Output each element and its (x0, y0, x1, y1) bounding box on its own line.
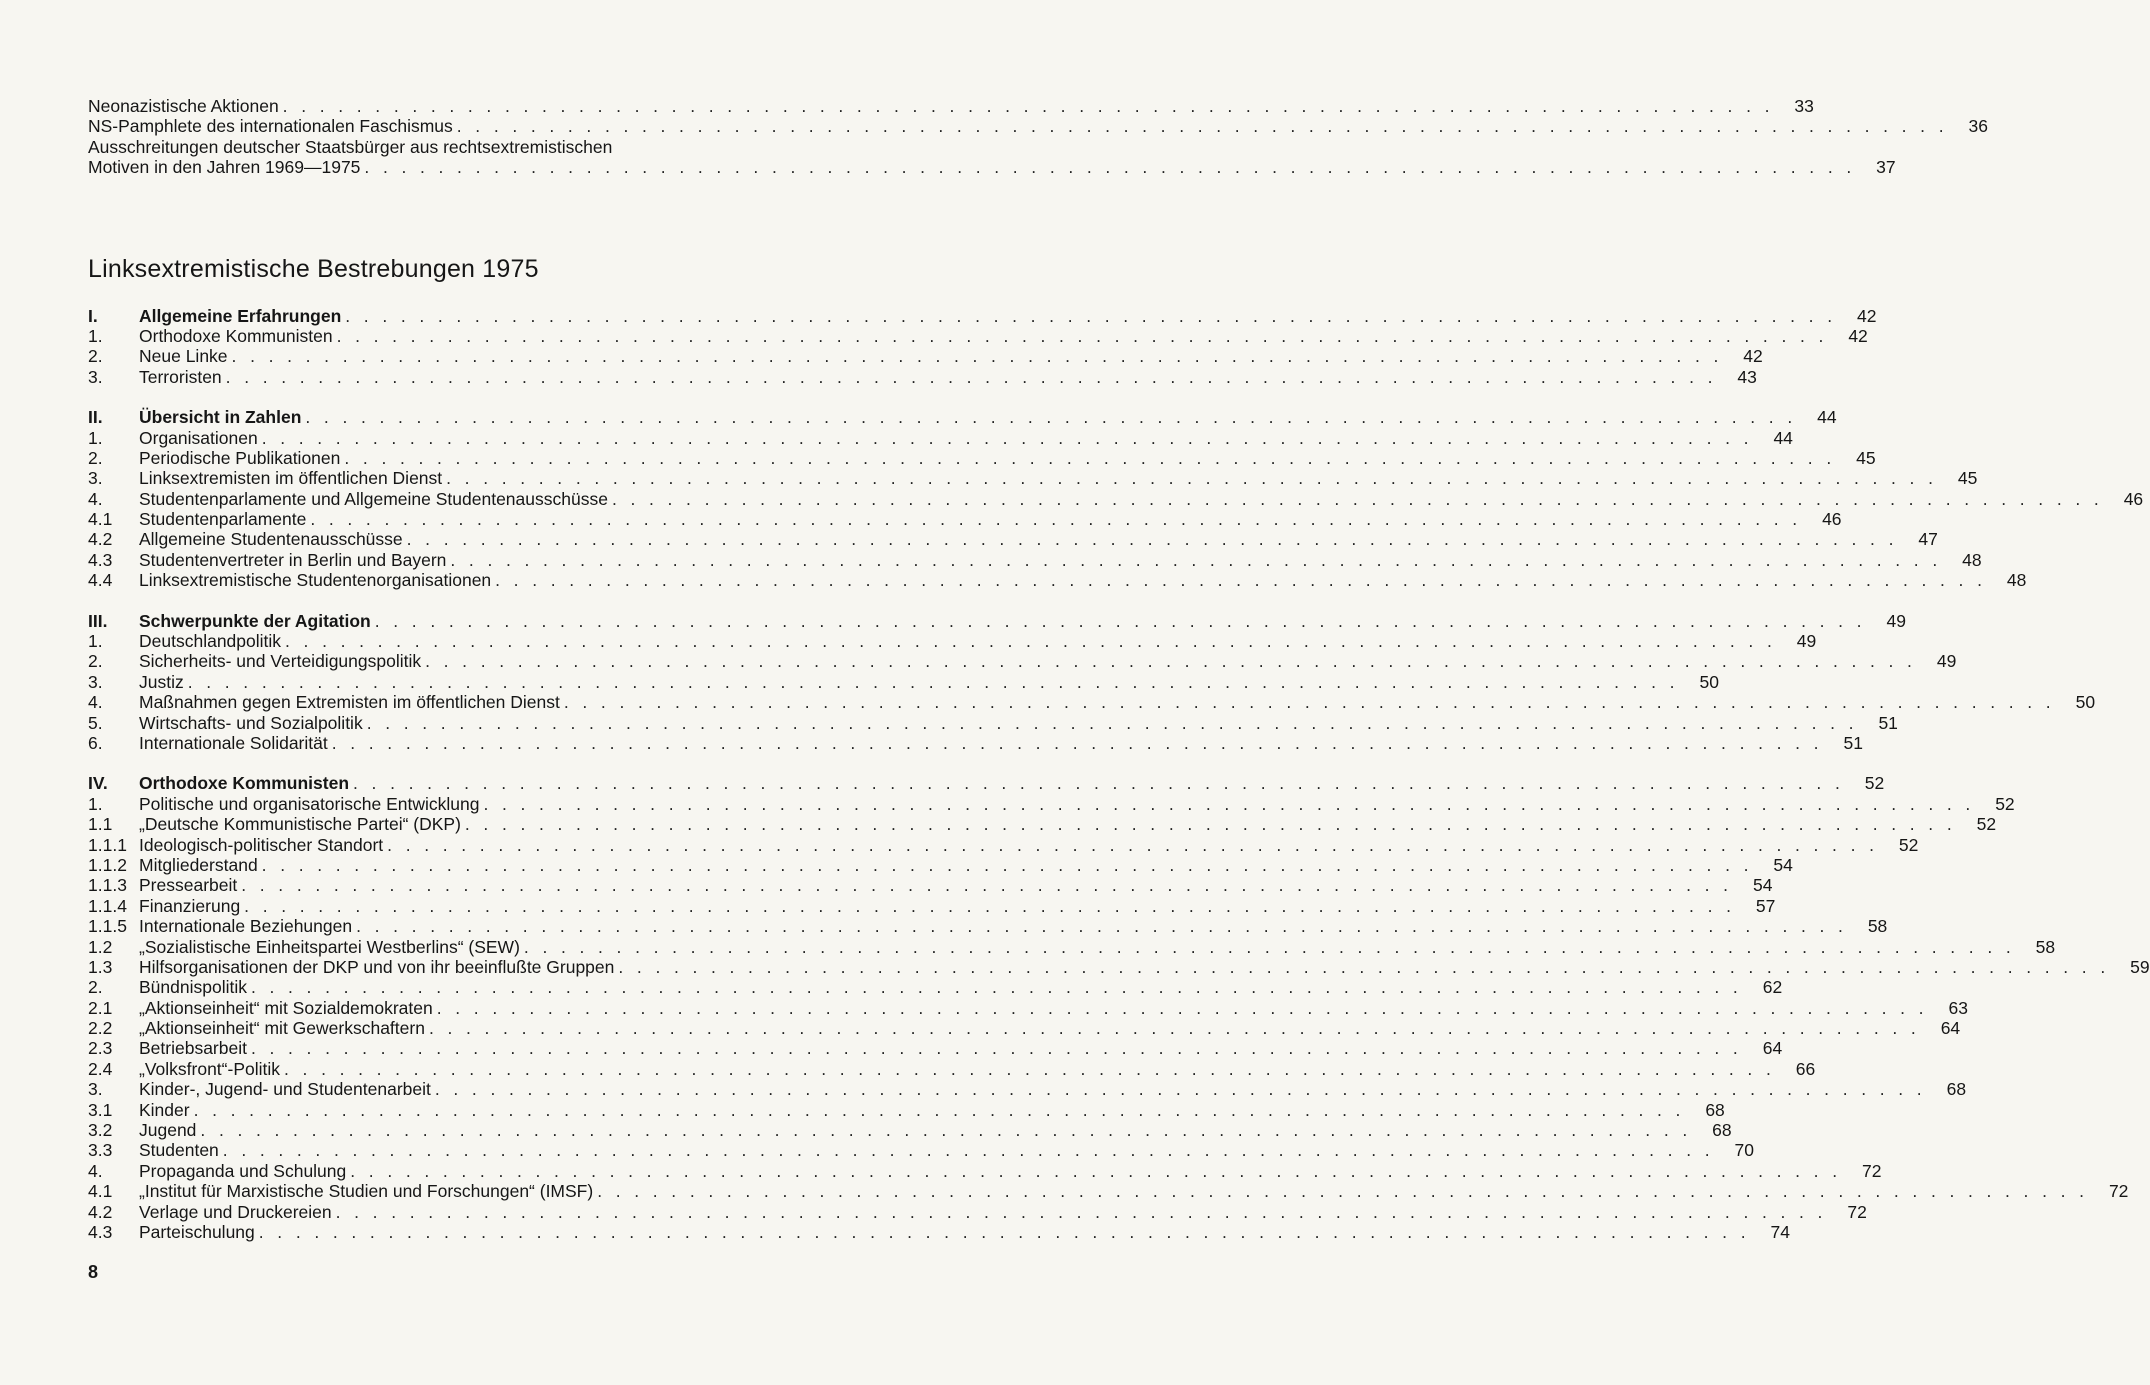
entry-page: 52 (1995, 793, 2015, 814)
entry-page: 54 (1773, 854, 1793, 875)
toc-entry (88, 1221, 1790, 1242)
toc-section (88, 305, 1877, 388)
toc-section (88, 610, 2096, 754)
leader-dots (461, 814, 1956, 834)
entry-number: 1.3 (88, 956, 113, 977)
entry-number: 2. (88, 346, 103, 367)
entry-number: 1.1.2 (88, 854, 127, 875)
entry-number: 1. (88, 325, 103, 346)
leader-dots (608, 489, 2103, 509)
entry-page: 63 (1948, 997, 1968, 1018)
entry-page: 43 (1737, 366, 1757, 387)
entry-page: 72 (1847, 1201, 1867, 1222)
entry-page: 59 (2130, 956, 2150, 977)
leader-dots (431, 1079, 1926, 1099)
entry-number: 4.3 (88, 549, 113, 570)
entry-title: Orthodoxe Kommunisten (139, 325, 333, 346)
entry-title: Studentenvertreter in Berlin und Bayern (139, 549, 447, 570)
leader-dots (442, 468, 1937, 488)
entry-page: 51 (1878, 712, 1898, 733)
toc-entry (88, 346, 1763, 367)
leader-dots (383, 835, 1878, 855)
entry-number: 2.1 (88, 997, 113, 1018)
entry-number: IV. (88, 773, 108, 794)
entry-title: Linksextremistische Studentenorganisationen (139, 570, 492, 591)
toc-entry (88, 1181, 2129, 1202)
toc-entry (88, 936, 2056, 957)
leader-dots (247, 977, 1742, 997)
entry-number: I. (88, 305, 98, 326)
toc-entry (88, 1160, 1882, 1181)
entry-page: 54 (1752, 875, 1773, 896)
entry-title: Deutschlandpolitik (139, 631, 282, 652)
leader-dots (520, 937, 2015, 957)
page-number: 8 (88, 1262, 99, 1282)
entry-number: 1. (88, 631, 103, 652)
leader-dots (340, 448, 1835, 468)
entry-page: 50 (2075, 692, 2096, 713)
entry-page: 68 (1712, 1120, 1732, 1141)
section-gap (88, 591, 782, 611)
entry-title: Sicherheits- und Verteidigungspolitik (139, 651, 422, 672)
entry-number: II. (88, 407, 103, 428)
toc-entry (88, 427, 1793, 448)
entry-number: 1.1.5 (88, 916, 127, 937)
entry-title: Mitgliederstand (139, 854, 258, 875)
entry-title: Übersicht in Zahlen (139, 407, 302, 428)
leader-dots (446, 550, 1941, 570)
toc-entry (88, 1201, 1867, 1222)
entry-title: Ideologisch-politischer Standort (139, 834, 384, 855)
toc-entry (88, 549, 1982, 570)
entry-number: 2.2 (88, 1018, 113, 1039)
toc-entry (88, 692, 2096, 713)
section-heading: Linksextremistische Bestrebungen 1975 (88, 254, 539, 283)
entry-title: „Aktionseinheit“ mit Sozialdemokraten (139, 997, 433, 1018)
entry-title-wrapped-line: Ausschreitungen deutscher Staatsbürger aus rechtsextremistischen (88, 136, 613, 157)
entry-title: Orthodoxe Kommunisten (139, 773, 350, 794)
leader-dots (196, 1120, 1691, 1140)
leader-dots (280, 1059, 1775, 1079)
toc-entry (88, 366, 1757, 387)
toc-section-header (88, 610, 1906, 631)
leader-dots (346, 1161, 1841, 1181)
entry-title: Pressearbeit (139, 875, 238, 896)
entry-page: 51 (1843, 733, 1863, 753)
entry-title: „Volksfront“-Politik (139, 1058, 281, 1079)
entry-title: Motiven in den Jahren 1969—1975 (88, 157, 361, 178)
leader-dots (184, 672, 1679, 692)
entry-page: 52 (1976, 814, 1997, 835)
entry-title: Jugend (139, 1120, 197, 1141)
entry-number: 2. (88, 651, 103, 672)
entry-title: „Sozialistische Einheitspartei Westberlins“ (SEW) (139, 936, 520, 957)
leader-dots (433, 998, 1928, 1018)
entry-number: 4. (88, 692, 103, 713)
entry-page: 36 (1968, 116, 1988, 137)
entry-number: 3.3 (88, 1140, 113, 1161)
toc-entry (88, 834, 1919, 855)
entry-page: 74 (1770, 1221, 1790, 1242)
toc-entry (88, 1099, 1725, 1120)
entry-title: „Aktionseinheit“ mit Gewerkschaftern (139, 1018, 425, 1039)
toc-entry (88, 1018, 1961, 1039)
entry-page: 72 (2108, 1181, 2129, 1202)
section-gap (88, 387, 782, 407)
leader-dots (258, 855, 1753, 875)
entry-number: 1.1.4 (88, 895, 127, 916)
entry-page: 42 (1857, 305, 1877, 326)
entry-number: 4.2 (88, 529, 113, 550)
entry-number: III. (88, 610, 108, 631)
toc-section (88, 407, 2144, 591)
leader-dots (258, 428, 1753, 448)
leader-dots (491, 570, 1986, 590)
entry-number: 1.1 (88, 814, 113, 835)
leader-dots (352, 916, 1847, 936)
leader-dots (363, 713, 1858, 733)
toc-entry (88, 916, 1888, 937)
entry-number: 6. (88, 733, 103, 753)
toc-entry (88, 712, 1898, 733)
entry-page: 64 (1762, 1038, 1783, 1059)
toc-entry (88, 956, 2150, 977)
leader-dots (614, 957, 2109, 977)
entry-title: Parteischulung (139, 1221, 255, 1242)
entry-title: „Institut für Marxistische Studien und Forschungen“ (IMSF) (139, 1181, 594, 1202)
entry-page: 45 (1957, 468, 1978, 489)
entry-title: Finanzierung (139, 895, 241, 916)
leader-dots (421, 651, 1916, 671)
entry-title: Justiz (139, 671, 184, 692)
toc-entry (88, 325, 1868, 346)
toc-entry (88, 468, 1978, 489)
entry-page: 58 (2035, 936, 2056, 957)
toc-entry (88, 671, 1719, 692)
entry-page: 66 (1795, 1058, 1816, 1079)
entry-page: 46 (1822, 509, 1842, 530)
entry-title: Bündnispolitik (139, 977, 247, 998)
leader-dots (403, 529, 1898, 549)
entry-number: 3. (88, 366, 103, 387)
entry-page: 46 (2123, 488, 2144, 509)
toc-entry (88, 96, 1814, 116)
entry-number: 2. (88, 977, 103, 998)
entry-page: 37 (1876, 157, 1896, 178)
entry-title: Wirtschafts- und Sozialpolitik (139, 712, 363, 733)
entry-page: 57 (1755, 895, 1776, 916)
entry-number: 1. (88, 793, 103, 814)
entry-number: 1.2 (88, 936, 113, 957)
entry-page: 64 (1940, 1018, 1961, 1039)
toc-entry (88, 997, 1968, 1018)
entry-number: 4.1 (88, 1181, 113, 1202)
toc-entry (88, 895, 1776, 916)
entry-title: Hilfsorganisationen der DKP und von ihr beeinflußte Gruppen (139, 956, 615, 977)
leader-dots (371, 611, 1866, 631)
entry-page: 33 (1794, 96, 1814, 116)
leader-dots (190, 1100, 1685, 1120)
entry-page: 49 (1936, 651, 1957, 672)
leader-dots (222, 367, 1717, 387)
entry-number: 4.4 (88, 570, 113, 591)
entry-page: 52 (1864, 773, 1885, 794)
entry-number: 1. (88, 427, 103, 448)
entry-title: Kinder (139, 1099, 190, 1120)
leader-dots (247, 1038, 1742, 1058)
leader-dots (237, 875, 1732, 895)
entry-number: 3.1 (88, 1099, 113, 1120)
toc-entry (88, 447, 1876, 468)
toc-entry (88, 814, 1997, 835)
leader-dots (219, 1140, 1714, 1160)
entry-page: 42 (1848, 325, 1868, 346)
toc-entry (88, 854, 1793, 875)
entry-title: Neonazistische Aktionen (88, 96, 279, 116)
entry-number: 4.1 (88, 509, 113, 530)
entry-page: 48 (1962, 549, 1982, 570)
entry-title: „Deutsche Kommunistische Partei“ (DKP) (139, 814, 461, 835)
entry-title: Kinder-, Jugend- und Studentenarbeit (139, 1079, 431, 1100)
leader-dots (360, 157, 1855, 177)
toc-entry (88, 570, 2027, 591)
entry-title: Allgemeine Studentenausschüsse (139, 529, 403, 550)
leader-dots (332, 1202, 1827, 1222)
entry-page: 68 (1946, 1079, 1967, 1100)
entry-title: Maßnahmen gegen Extremisten im öffentlichen Dienst (139, 692, 560, 713)
toc-entry (88, 488, 2144, 509)
entry-page: 68 (1705, 1099, 1725, 1120)
toc-entry (88, 116, 1988, 137)
entry-number: 2.4 (88, 1058, 113, 1079)
toc-entry (88, 1038, 1783, 1059)
leader-dots (281, 631, 1776, 651)
entry-title: Betriebsarbeit (139, 1038, 247, 1059)
leader-dots (341, 306, 1836, 326)
section-gap (88, 753, 782, 773)
toc-sections (88, 305, 2150, 1243)
leader-dots (560, 692, 2055, 712)
leader-dots (593, 1181, 2088, 1201)
entry-page: 49 (1886, 610, 1906, 631)
entry-title: Terroristen (139, 366, 222, 387)
intro-entries (88, 96, 1988, 178)
entry-page: 49 (1796, 631, 1817, 652)
leader-dots (255, 1222, 1750, 1242)
entry-title: Periodische Publikationen (139, 447, 341, 468)
toc-entry (88, 875, 1773, 896)
toc-entry (88, 157, 1896, 178)
entry-title: Internationale Beziehungen (139, 916, 353, 937)
entry-number: 1.1.3 (88, 875, 127, 896)
entry-number: 3. (88, 468, 103, 489)
entry-page: 47 (1918, 529, 1938, 550)
entry-title: Studentenparlamente (139, 509, 307, 530)
entry-page: 50 (1699, 671, 1719, 692)
entry-number: 3. (88, 671, 103, 692)
toc-entry (88, 1140, 1754, 1161)
toc-entry (88, 509, 1842, 530)
toc-entry (88, 1120, 1732, 1141)
toc-entry (88, 651, 1957, 672)
entry-page: 42 (1743, 346, 1763, 367)
toc-entry (88, 977, 1783, 998)
entry-number: 2.3 (88, 1038, 113, 1059)
entry-number: 4. (88, 1160, 103, 1181)
toc-entry (88, 733, 1863, 753)
entry-title: Neue Linke (139, 346, 228, 367)
entry-number: 5. (88, 712, 103, 733)
entry-page: 62 (1762, 977, 1783, 998)
toc-section-header (88, 305, 1877, 326)
entry-title: Organisationen (139, 427, 258, 448)
entry-title: Linksextremisten im öffentlichen Dienst (139, 468, 443, 489)
entry-page: 44 (1773, 427, 1793, 448)
leader-dots (479, 794, 1974, 814)
toc-entry (88, 1079, 1967, 1100)
toc-entry (88, 1058, 1816, 1079)
entry-page: 45 (1856, 447, 1876, 468)
entry-page: 52 (1898, 834, 1919, 855)
toc-section (88, 773, 2150, 1242)
toc-section-header (88, 773, 1885, 794)
leader-dots (333, 326, 1828, 346)
entry-number: 3. (88, 1079, 103, 1100)
entry-number: 1.1.1 (88, 834, 127, 855)
entry-number: 4. (88, 488, 103, 509)
toc-section-header (88, 407, 1837, 428)
leader-dots (228, 346, 1723, 366)
leader-dots (279, 96, 1774, 116)
entry-page: 48 (2006, 570, 2027, 591)
entry-title: Schwerpunkte der Agitation (139, 610, 371, 631)
table-of-contents (88, 96, 2150, 1242)
entry-title: Studentenparlamente und Allgemeine Studentenausschüsse (139, 488, 608, 509)
entry-title: Studenten (139, 1140, 219, 1161)
toc-entry (88, 631, 1817, 652)
entry-page: 72 (1862, 1160, 1882, 1181)
leader-dots (453, 116, 1948, 136)
leader-dots (328, 733, 1823, 753)
toc-entry (88, 793, 2015, 814)
entry-page: 70 (1734, 1140, 1754, 1161)
entry-title: Propaganda und Schulung (139, 1160, 347, 1181)
entry-number: 3.2 (88, 1120, 113, 1141)
leader-dots (240, 896, 1735, 916)
leader-dots (425, 1018, 1920, 1038)
entry-title: Allgemeine Erfahrungen (139, 305, 342, 326)
entry-number: 4.3 (88, 1221, 113, 1242)
leader-dots (301, 407, 1796, 427)
entry-title: Internationale Solidarität (139, 733, 328, 753)
entry-number: 2. (88, 447, 103, 468)
entry-number: 4.2 (88, 1201, 113, 1222)
entry-title: Politische und organisatorische Entwicklung (139, 793, 480, 814)
leader-dots (306, 509, 1801, 529)
entry-page: 58 (1867, 916, 1888, 937)
leader-dots (349, 773, 1844, 793)
entry-title: Verlage und Druckereien (139, 1201, 332, 1222)
toc-entry (88, 529, 1938, 550)
entry-page: 44 (1817, 407, 1837, 428)
entry-title: NS-Pamphlete des internationalen Faschismus (88, 116, 453, 137)
